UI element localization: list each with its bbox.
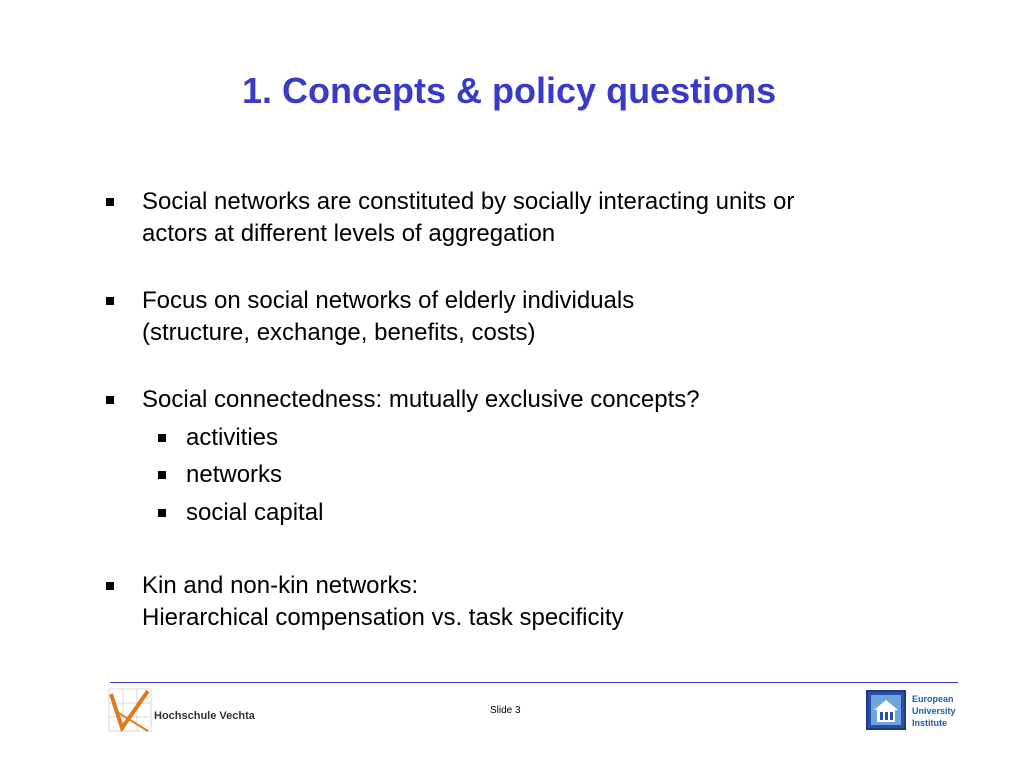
bullet-line: (structure, exchange, benefits, costs) (142, 319, 536, 346)
bullet-item (142, 186, 942, 250)
sub-bullet-item (186, 497, 786, 529)
slide-title: 1. Concepts & policy questions (242, 70, 777, 111)
sub-bullet-item (186, 459, 786, 491)
square-bullet-icon (158, 509, 166, 517)
bullet-line: Social connectedness: mutually exclusive concepts? (142, 386, 700, 413)
bullet-line: actors at different levels of aggregation (142, 220, 556, 247)
eui-logo-text (912, 693, 956, 729)
footer-divider (110, 682, 958, 683)
square-bullet-icon (106, 198, 114, 206)
square-bullet-icon (106, 396, 114, 404)
bullet-line: Hierarchical compensation vs. task specificity (142, 604, 624, 631)
eui-emblem-icon (866, 690, 906, 730)
bullet-item (142, 384, 942, 416)
square-bullet-icon (106, 582, 114, 590)
bullet-line: Kin and non-kin networks: (142, 572, 419, 599)
eui-logo-line: Institute (912, 718, 947, 728)
square-bullet-icon (158, 471, 166, 479)
eui-logo-line: University (912, 706, 956, 716)
bullet-item (142, 285, 942, 349)
vechta-logo-icon (108, 688, 152, 732)
vechta-logo-caption: Hochschule Vechta (154, 710, 255, 722)
sub-bullet-item (186, 422, 786, 454)
bullet-line: Social networks are constituted by socially interacting units or (142, 188, 795, 215)
sub-bullet-label: social capital (186, 499, 324, 526)
eui-logo (866, 690, 966, 736)
slide-number: Slide 3 (490, 705, 521, 716)
hochschule-vechta-logo (108, 688, 258, 734)
sub-bullet-label: activities (186, 424, 279, 451)
eui-logo-line: European (912, 694, 954, 704)
bullet-line: Focus on social networks of elderly individuals (142, 287, 635, 314)
square-bullet-icon (106, 297, 114, 305)
square-bullet-icon (158, 434, 166, 442)
sub-bullet-label: networks (186, 461, 283, 488)
bullet-item (142, 570, 942, 634)
